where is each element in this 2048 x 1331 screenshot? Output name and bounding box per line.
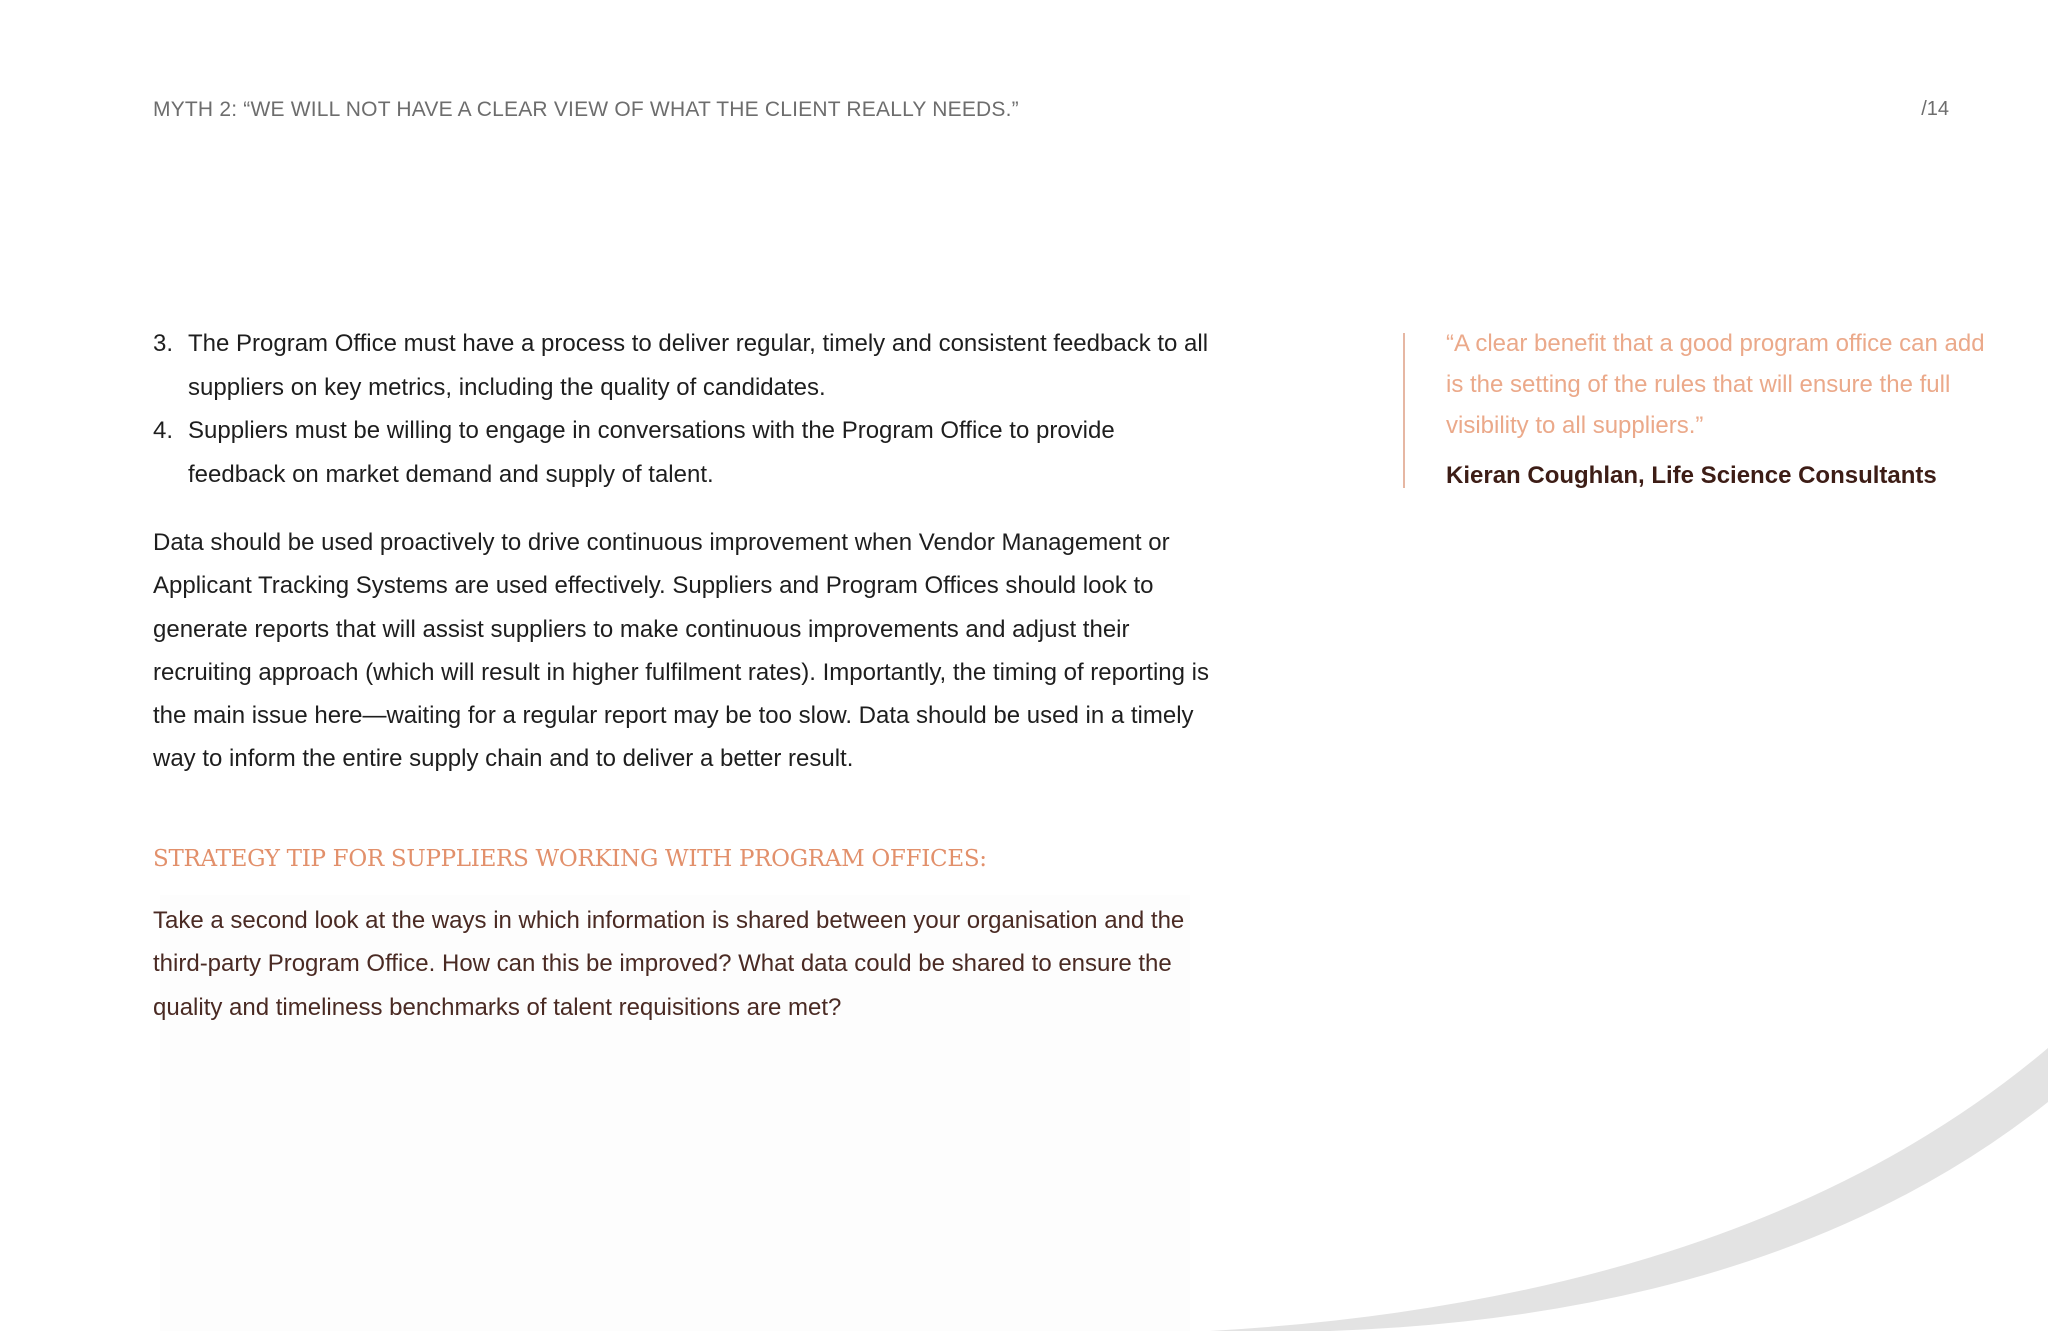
list-item-number: 3. <box>153 330 174 357</box>
list-item <box>153 322 1213 409</box>
list-item <box>153 409 1213 496</box>
list-item-text: The Program Office must have a process to deliver regular, timely and consistent feedback to all suppliers on key metrics, including the quality of candidates. <box>188 330 1209 401</box>
list-item-number: 4. <box>153 417 174 444</box>
page-number: /14 <box>1921 98 1949 120</box>
quote-divider <box>1403 333 1405 488</box>
numbered-list <box>153 322 1213 496</box>
quote-attribution: Kieran Coughlan, Life Science Consultants <box>1446 462 1937 489</box>
body-paragraph: Data should be used proactively to drive continuous improvement when Vendor Management or Applicant Tracking Systems are used effectively. Suppliers and Program Offices should look to generate reports that will assist suppliers to make continuous improvements and adjust their recruiting approach (which will result in higher fulfilment rates). Importantly, the timing of reporting is the main issue here—waiting for a regular report may be too slow. Data should be used in a timely way to inform the entire supply chain and to deliver a better result. <box>153 529 1209 773</box>
strategy-tip-heading: STRATEGY TIP FOR SUPPLIERS WORKING WITH PROGRAM OFFICES: <box>153 846 987 872</box>
list-item-text: Suppliers must be willing to engage in conversations with the Program Office to provide feedback on market demand and supply of talent. <box>188 417 1115 488</box>
pull-quote: “A clear benefit that a good program office can add is the setting of the rules that will ensure the full visibility to all suppliers.” <box>1446 330 1985 439</box>
strategy-tip-body: Take a second look at the ways in which information is shared between your organisation and the third-party Program Office. How can this be improved? What data could be shared to ensure the quality and timeliness benchmarks of talent requisitions are met? <box>153 907 1185 1021</box>
swoosh-shape <box>1210 1048 2048 1331</box>
page-header-title: MYTH 2: “WE WILL NOT HAVE A CLEAR VIEW OF WHAT THE CLIENT REALLY NEEDS.” <box>153 98 1019 121</box>
